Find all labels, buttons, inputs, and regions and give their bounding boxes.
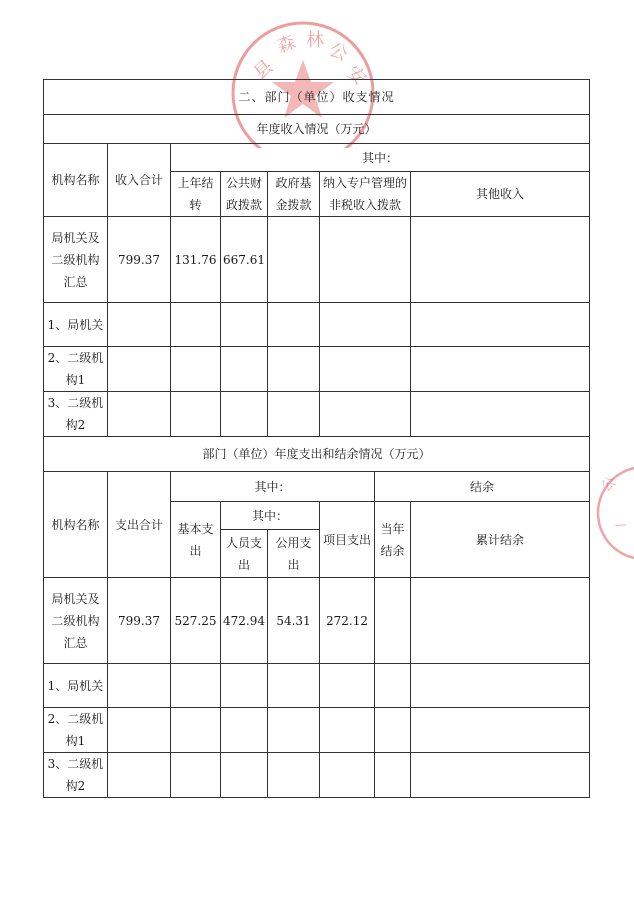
expense-row-project (320, 708, 375, 753)
income-header-gov-fund: 政府基金拨款 (268, 172, 320, 217)
income-row-public-finance (221, 303, 268, 347)
income-row-carryover (171, 347, 221, 392)
income-header-nontax: 纳入专户管理的非税收入拨款 (320, 172, 411, 217)
expense-header-total: 支出合计 (108, 472, 171, 578)
income-header-carryover: 上年结转 (171, 172, 221, 217)
table-row (44, 392, 590, 437)
expense-row-cumulative-balance (411, 708, 590, 753)
income-row-gov-fund (268, 347, 320, 392)
income-row-carryover (171, 303, 221, 347)
expense-header-balance: 结余 (375, 472, 590, 502)
svg-text:ー: ー (614, 518, 628, 534)
income-row-other (411, 303, 590, 347)
table-row (44, 664, 590, 708)
expense-row-current-balance (375, 578, 411, 664)
expense-row-total (108, 664, 171, 708)
expense-row-total (108, 708, 171, 753)
expense-row-name: 局机关及二级机构汇总 (44, 578, 108, 664)
income-row-gov-fund (268, 217, 320, 303)
income-row-nontax (320, 217, 411, 303)
income-row-carryover (171, 392, 221, 437)
expense-row-project (320, 753, 375, 798)
income-row-name: 3、二级机构2 (44, 392, 108, 437)
expense-row-basic (171, 753, 221, 798)
income-row-other (411, 392, 590, 437)
expense-row-cumulative-balance (411, 753, 590, 798)
section-title: 二、部门（单位）收支情况 (44, 80, 590, 115)
expense-row-public (268, 753, 320, 798)
svg-text:公: 公 (326, 39, 351, 66)
expense-row-personnel (221, 753, 268, 798)
expense-header-personnel: 人员支出 (221, 530, 268, 578)
income-row-nontax (320, 347, 411, 392)
expense-row-basic (171, 664, 221, 708)
expense-header-current-balance: 当年结余 (375, 502, 411, 578)
finance-sheet (43, 79, 589, 798)
income-row-gov-fund (268, 303, 320, 347)
table-row (44, 217, 590, 303)
income-header-total: 收入合计 (108, 144, 171, 217)
expense-row-name: 1、局机关 (44, 664, 108, 708)
income-row-other (411, 217, 590, 303)
income-row-carryover: 131.76 (171, 217, 221, 303)
income-row-public-finance (221, 347, 268, 392)
expense-row-basic: 527.25 (171, 578, 221, 664)
expense-row-personnel: 472.94 (221, 578, 268, 664)
table-row (44, 578, 590, 664)
income-header-of-which: 其中： (171, 144, 590, 172)
expense-header-cumulative-balance: 累计结余 (411, 502, 590, 578)
expense-row-total (108, 753, 171, 798)
expense-row-name: 2、二级机构1 (44, 708, 108, 753)
expense-row-current-balance (375, 753, 411, 798)
expense-row-name: 3、二级机构2 (44, 753, 108, 798)
expense-header-public: 公用支出 (268, 530, 320, 578)
income-row-name: 2、二级机构1 (44, 347, 108, 392)
svg-text:安: 安 (342, 62, 371, 90)
expense-header-of-which: 其中： (171, 472, 375, 502)
svg-text:林: 林 (306, 30, 324, 51)
partial-seal-stamp (592, 458, 634, 568)
income-row-total (108, 347, 171, 392)
svg-text:县: 县 (249, 56, 278, 84)
expense-row-project: 272.12 (320, 578, 375, 664)
expense-row-cumulative-balance (411, 578, 590, 664)
table-row (44, 303, 590, 347)
revenue-expense-table (43, 79, 590, 798)
expense-header-project: 项目支出 (320, 502, 375, 578)
svg-text:公: 公 (598, 473, 620, 496)
expense-header-of-which-sub: 其中： (221, 502, 320, 530)
income-row-name: 1、局机关 (44, 303, 108, 347)
income-row-total (108, 303, 171, 347)
table-row (44, 753, 590, 798)
expense-row-current-balance (375, 664, 411, 708)
expense-header-basic: 基本支出 (171, 502, 221, 578)
expense-table-title: 部门（单位）年度支出和结余情况（万元） (44, 437, 590, 472)
expense-header-org-name: 机构名称 (44, 472, 108, 578)
income-header-public-finance: 公共财政拨款 (221, 172, 268, 217)
income-table-title: 年度收入情况（万元） (44, 115, 590, 144)
income-row-name: 局机关及二级机构汇总 (44, 217, 108, 303)
income-row-gov-fund (268, 392, 320, 437)
expense-row-cumulative-balance (411, 664, 590, 708)
income-row-total (108, 392, 171, 437)
income-row-other (411, 347, 590, 392)
expense-row-personnel (221, 664, 268, 708)
table-row (44, 708, 590, 753)
svg-text:森: 森 (274, 31, 299, 58)
income-row-nontax (320, 392, 411, 437)
income-row-nontax (320, 303, 411, 347)
income-row-total: 799.37 (108, 217, 171, 303)
expense-row-project (320, 664, 375, 708)
income-header-other: 其他收入 (411, 172, 590, 217)
income-header-org-name: 机构名称 (44, 144, 108, 217)
expense-row-public: 54.31 (268, 578, 320, 664)
expense-row-public (268, 664, 320, 708)
expense-row-personnel (221, 708, 268, 753)
expense-row-current-balance (375, 708, 411, 753)
income-row-public-finance (221, 392, 268, 437)
income-row-public-finance: 667.61 (221, 217, 268, 303)
expense-row-public (268, 708, 320, 753)
expense-row-basic (171, 708, 221, 753)
table-row (44, 347, 590, 392)
expense-row-total: 799.37 (108, 578, 171, 664)
